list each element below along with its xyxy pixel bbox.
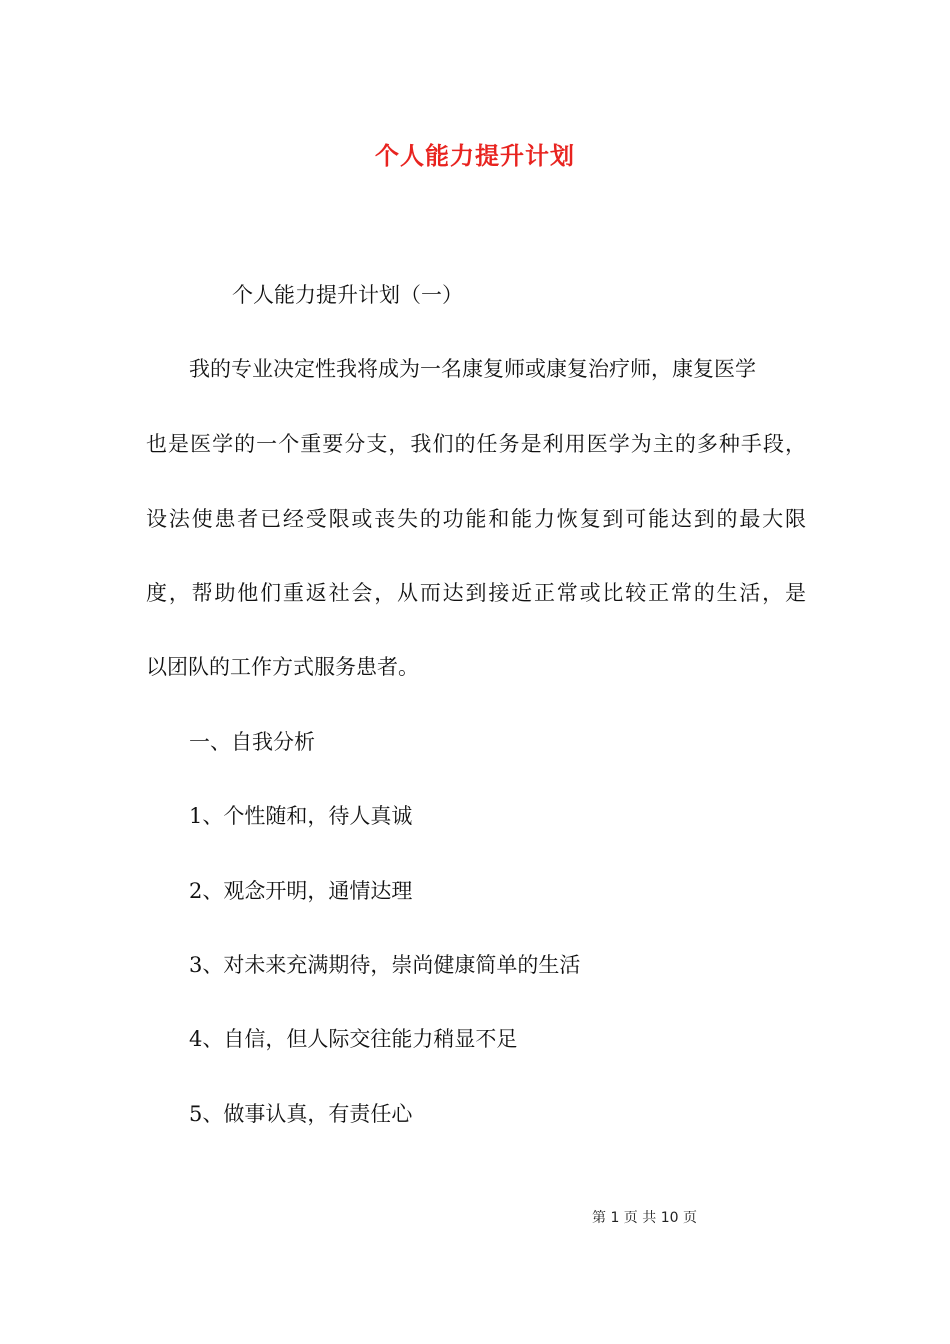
page-number-footer: 第 1 页 共 10 页	[592, 1210, 697, 1226]
document-title: 个人能力提升计划	[375, 141, 575, 170]
subtitle: 个人能力提升计划（一）	[232, 283, 463, 307]
list-item: 4、自信，但人际交往能力稍显不足	[189, 1027, 518, 1051]
paragraph-line-3: 设法使患者已经受限或丧失的功能和能力恢复到可能达到的最大限	[146, 507, 806, 531]
list-item: 1、个性随和，待人真诚	[189, 804, 413, 828]
list-item: 2、观念开明，通情达理	[189, 879, 413, 903]
paragraph-line-1: 我的专业决定性我将成为一名康复师或康复治疗师，康复医学	[189, 357, 756, 381]
list-item: 5、做事认真，有责任心	[189, 1102, 413, 1126]
section-heading: 一、自我分析	[189, 730, 315, 754]
paragraph-line-2: 也是医学的一个重要分支，我们的任务是利用医学为主的多种手段，	[146, 432, 806, 456]
paragraph-line-5: 以团队的工作方式服务患者。	[146, 655, 419, 679]
paragraph-line-4: 度，帮助他们重返社会，从而达到接近正常或比较正常的生活，是	[146, 581, 806, 605]
list-item: 3、对未来充满期待，崇尚健康简单的生活	[189, 953, 581, 977]
